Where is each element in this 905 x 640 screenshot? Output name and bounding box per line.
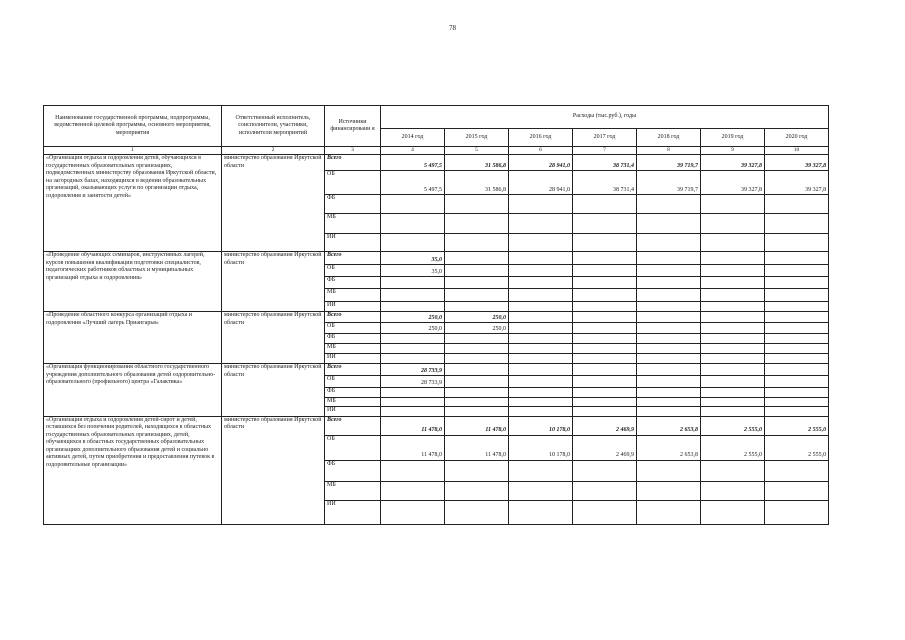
executor-cell: министерство образования Иркутской области [222,252,325,312]
expense-value-cell: 28 733,9 [381,376,445,388]
expense-value-cell [509,406,573,416]
expense-value-cell [701,289,765,302]
table-row [44,364,829,376]
expense-value-cell [573,195,637,214]
expense-value-cell [701,406,765,416]
expense-value-cell: 11 478,0 [381,435,445,460]
expense-value-cell: 39 327,8 [701,155,765,171]
expense-value-cell [637,344,701,354]
header-program-name: Наименование государственной программы, подпрограммы, ведомственной целевой программы, основного мероприятия, мероприятия [44,106,222,147]
expense-value-cell [637,302,701,312]
expense-value-cell [765,302,829,312]
expense-value-cell: 28 941,0 [509,171,573,195]
page-number: 78 [449,24,456,32]
expense-value-cell [445,302,509,312]
funding-source-cell: ФБ [325,195,381,214]
expense-value-cell [445,398,509,407]
expense-value-cell [381,388,445,398]
expense-value-cell [701,265,765,277]
expense-value-cell [701,376,765,388]
funding-source-cell: ИИ [325,500,381,524]
expense-value-cell [637,289,701,302]
header-funding-source: Источники финансировани я [325,106,381,147]
expense-value-cell [637,500,701,524]
expense-value-cell: 11 478,0 [445,435,509,460]
expense-value-cell [573,289,637,302]
expense-value-cell [701,323,765,334]
funding-source-cell: МБ [325,481,381,500]
expense-value-cell [573,406,637,416]
expense-value-cell [573,364,637,376]
expense-value-cell [445,334,509,344]
column-index: 5 [445,147,509,155]
expense-value-cell: 38 731,4 [573,155,637,171]
expense-value-cell [445,406,509,416]
expense-value-cell [765,289,829,302]
column-index: 6 [509,147,573,155]
expense-value-cell [573,376,637,388]
funding-source-cell: ФБ [325,334,381,344]
expense-value-cell: 2 653,8 [637,416,701,435]
column-index: 7 [573,147,637,155]
funding-source-cell: ОБ [325,265,381,277]
expense-value-cell [445,195,509,214]
expense-value-cell [381,398,445,407]
executor-cell: министерство образования Иркутской области [222,364,325,417]
executor-cell: министерство образования Иркутской области [222,155,325,252]
expense-value-cell [445,364,509,376]
expense-value-cell [509,460,573,481]
funding-source-cell: ОБ [325,323,381,334]
expense-value-cell [765,265,829,277]
expense-value-cell [637,460,701,481]
expense-value-cell: 39 327,8 [765,171,829,195]
expense-value-cell [573,460,637,481]
funding-source-cell: ФБ [325,388,381,398]
funding-source-cell: МБ [325,398,381,407]
expense-value-cell [701,214,765,234]
expense-value-cell [701,344,765,354]
expense-value-cell [701,234,765,252]
funding-source-cell: ИИ [325,354,381,364]
expense-value-cell [765,406,829,416]
expense-value-cell [765,334,829,344]
expense-value-cell [701,312,765,323]
expense-value-cell [509,364,573,376]
expense-value-cell: 38 731,4 [573,171,637,195]
expense-value-cell: 10 178,0 [509,416,573,435]
expense-value-cell [509,481,573,500]
expense-value-cell [381,302,445,312]
funding-source-cell: Всего [325,312,381,323]
expense-value-cell [445,344,509,354]
expense-value-cell [509,289,573,302]
expense-value-cell [573,312,637,323]
activity-name-cell: «Проведение обучающих семинаров, инструктивных лагерей, курсов повышения квалификации подготовки специалистов, педагогических работников областных и муниципальных организаций отдыха и оздоровления» [44,252,222,312]
expense-value-cell [701,277,765,289]
column-index: 10 [765,147,829,155]
expense-value-cell [573,481,637,500]
expense-value-cell [445,500,509,524]
funding-source-cell: ИИ [325,406,381,416]
expense-value-cell: 35,0 [381,265,445,277]
expense-value-cell: 250,0 [381,323,445,334]
expense-value-cell [765,277,829,289]
header-year: 2020 год [765,129,829,147]
expense-value-cell [637,364,701,376]
expense-value-cell [509,312,573,323]
expense-value-cell [701,334,765,344]
funding-source-cell: Всего [325,252,381,265]
expense-value-cell [573,334,637,344]
funding-source-cell: МБ [325,214,381,234]
expense-value-cell [765,252,829,265]
table-row [44,416,829,435]
funding-source-cell: МБ [325,289,381,302]
expense-value-cell [445,354,509,364]
funding-source-cell: МБ [325,344,381,354]
expense-value-cell [445,252,509,265]
expense-value-cell [509,376,573,388]
executor-cell: министерство образования Иркутской области [222,416,325,524]
expense-value-cell: 250,0 [445,312,509,323]
expense-value-cell [573,398,637,407]
table-header [44,106,829,155]
expense-value-cell [445,388,509,398]
expense-value-cell [509,323,573,334]
expense-value-cell [637,195,701,214]
expense-value-cell [573,354,637,364]
header-expenses: Расходы (тыс.руб.), годы [381,106,829,129]
expense-value-cell: 11 478,0 [445,416,509,435]
expense-value-cell [381,195,445,214]
column-index: 8 [637,147,701,155]
expense-value-cell: 39 719,7 [637,155,701,171]
expense-value-cell [765,323,829,334]
expense-value-cell: 11 478,0 [381,416,445,435]
expense-value-cell [637,481,701,500]
expense-value-cell: 28 733,9 [381,364,445,376]
column-index: 4 [381,147,445,155]
expense-value-cell: 2 555,0 [765,416,829,435]
funding-source-cell: ИИ [325,302,381,312]
expense-value-cell [381,344,445,354]
expense-value-cell [509,302,573,312]
funding-source-cell: ОБ [325,435,381,460]
expense-value-cell [509,234,573,252]
expense-value-cell [701,460,765,481]
expense-value-cell [573,388,637,398]
expense-value-cell: 31 586,8 [445,171,509,195]
expense-value-cell [637,214,701,234]
expense-value-cell: 250,0 [445,323,509,334]
expense-value-cell [445,376,509,388]
expense-value-cell [765,460,829,481]
expenses-table [43,105,829,525]
expense-value-cell [765,354,829,364]
table-row [44,252,829,265]
expense-value-cell: 2 555,0 [701,416,765,435]
expense-value-cell [509,277,573,289]
expense-value-cell: 2 653,8 [637,435,701,460]
expense-value-cell [637,406,701,416]
expense-value-cell [445,277,509,289]
expense-value-cell [765,364,829,376]
expense-value-cell [701,195,765,214]
expense-value-cell [701,398,765,407]
expense-value-cell [765,344,829,354]
expense-value-cell [381,234,445,252]
expense-value-cell: 250,0 [381,312,445,323]
expense-value-cell [509,214,573,234]
activity-name-cell: «Проведение областного конкурса организаций отдыха и оздоровления «Лучший лагерь Приангарья» [44,312,222,364]
expense-value-cell [765,312,829,323]
expense-value-cell: 39 327,8 [701,171,765,195]
expense-value-cell [509,354,573,364]
expense-value-cell [765,376,829,388]
column-index: 2 [222,147,325,155]
expense-value-cell [637,234,701,252]
expense-value-cell [509,344,573,354]
expense-value-cell: 39 327,8 [765,155,829,171]
expense-value-cell [573,302,637,312]
expense-value-cell [637,376,701,388]
expense-value-cell [765,500,829,524]
expense-value-cell [381,460,445,481]
table-body [44,155,829,525]
expense-value-cell [637,265,701,277]
funding-source-cell: ОБ [325,171,381,195]
table-row [44,312,829,323]
expense-value-cell [509,265,573,277]
expense-value-cell [637,398,701,407]
header-year: 2019 год [701,129,765,147]
expense-value-cell [701,302,765,312]
expense-value-cell [381,481,445,500]
funding-source-cell: Всего [325,416,381,435]
expense-value-cell [445,234,509,252]
header-year: 2016 год [509,129,573,147]
expense-value-cell [509,388,573,398]
expense-value-cell [637,388,701,398]
expense-value-cell [573,214,637,234]
expense-value-cell: 39 719,7 [637,171,701,195]
expense-value-cell [381,289,445,302]
expense-value-cell: 31 586,8 [445,155,509,171]
expense-value-cell [509,398,573,407]
expense-value-cell [573,265,637,277]
funding-source-cell: ИИ [325,234,381,252]
expense-value-cell [445,265,509,277]
expense-value-cell: 5 497,5 [381,171,445,195]
expense-value-cell [765,195,829,214]
expense-value-cell: 35,0 [381,252,445,265]
expense-value-cell [637,312,701,323]
expense-value-cell: 2 469,9 [573,416,637,435]
expense-value-cell [573,500,637,524]
expense-value-cell [637,277,701,289]
expense-value-cell: 10 178,0 [509,435,573,460]
column-index: 9 [701,147,765,155]
funding-source-cell: ФБ [325,277,381,289]
expense-value-cell [701,364,765,376]
expense-value-cell [445,214,509,234]
expense-value-cell [509,500,573,524]
expense-value-cell [573,344,637,354]
expense-value-cell: 2 469,9 [573,435,637,460]
expense-value-cell [573,323,637,334]
expense-value-cell [573,277,637,289]
header-year: 2014 год [381,129,445,147]
activity-name-cell: «Организация отдыха и оздоровления детей-сирот и детей, оставшихся без попечения родителей, находящихся в областных государственных образовательных организациях, детей, обучающихся в областных государственных образовательных организациях дополнительного образования детей и социально активных детей, путем приобретения и предоставления путевок в оздоровительные организации» [44,416,222,524]
expense-value-cell [445,481,509,500]
executor-cell: министерство образования Иркутской области [222,312,325,364]
funding-source-cell: ФБ [325,460,381,481]
expense-value-cell [637,354,701,364]
expense-value-cell: 5 497,5 [381,155,445,171]
expense-value-cell: 28 941,0 [509,155,573,171]
activity-name-cell: «Организация отдыха и оздоровления детей, обучающихся в государственных образовательных организациях, подведомственных министерству образования Иркутской области, на загородных базах, находящихся в ведении образовательных организаций, оказывающих услуги по организации отдыха, оздоровления и занятости детей» [44,155,222,252]
expense-value-cell [701,481,765,500]
column-index-row [44,147,829,155]
expense-value-cell [573,252,637,265]
expense-value-cell [573,234,637,252]
expense-value-cell [765,398,829,407]
column-index: 3 [325,147,381,155]
expense-value-cell [381,406,445,416]
expense-value-cell [701,252,765,265]
expense-value-cell [381,500,445,524]
expense-value-cell [509,334,573,344]
activity-name-cell: «Организация функционирования областного государственного учреждения дополнительного образования детей оздоровительно-образовательного (профильного) центра «Галактика» [44,364,222,417]
expense-value-cell [765,388,829,398]
table-row [44,155,829,171]
funding-source-cell: ОБ [325,376,381,388]
expense-value-cell [637,323,701,334]
header-year: 2018 год [637,129,701,147]
expense-value-cell [445,460,509,481]
expense-value-cell [701,500,765,524]
expense-value-cell [381,354,445,364]
header-year: 2015 год [445,129,509,147]
expense-value-cell [445,289,509,302]
header-executor: Ответственный исполнитель, соисполнители, участники, исполнители мероприятий [222,106,325,147]
expense-value-cell [509,252,573,265]
funding-source-cell: Всего [325,155,381,171]
expense-value-cell: 2 555,0 [765,435,829,460]
expense-value-cell [381,334,445,344]
expense-value-cell [381,214,445,234]
expense-value-cell [765,481,829,500]
expense-value-cell [381,277,445,289]
expense-value-cell: 2 555,0 [701,435,765,460]
expense-value-cell [765,234,829,252]
funding-source-cell: Всего [325,364,381,376]
expense-value-cell [637,334,701,344]
expense-value-cell [509,195,573,214]
expense-value-cell [701,388,765,398]
column-index: 1 [44,147,222,155]
header-year: 2017 год [573,129,637,147]
expense-value-cell [701,354,765,364]
expense-value-cell [637,252,701,265]
expense-value-cell [765,214,829,234]
